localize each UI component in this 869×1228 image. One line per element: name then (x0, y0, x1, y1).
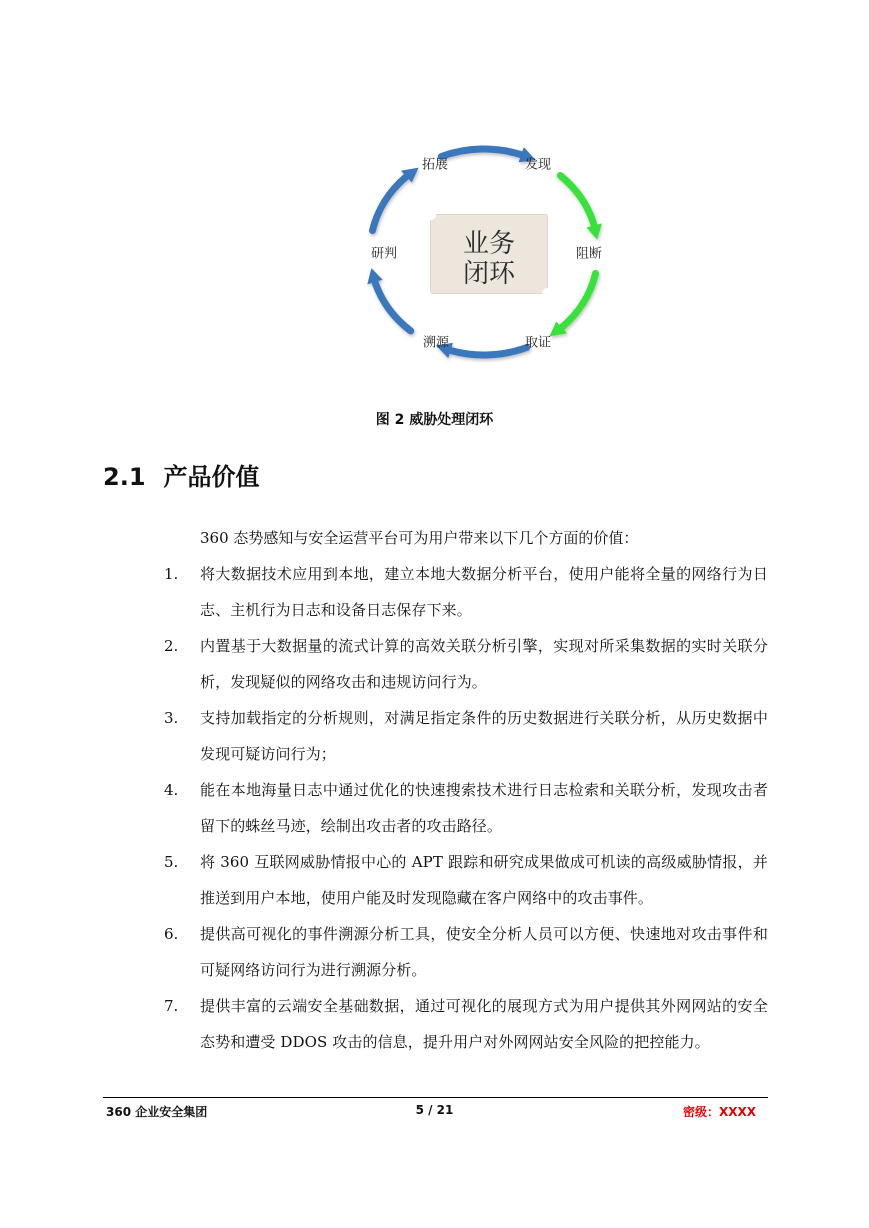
section-title: 产品价值 (163, 463, 260, 491)
figure-caption: 图 2 威胁处理闭环 (375, 412, 494, 428)
list-number: 5. (164, 853, 179, 871)
list-number: 3. (164, 709, 179, 727)
footer-page-number: 5 / 21 (415, 1103, 454, 1117)
list-item (0, 772, 869, 844)
arrow-discover-to-block (560, 175, 594, 225)
footer-company: 360 企业安全集团 (106, 1105, 208, 1119)
arrow-evidence-to-trace (451, 347, 527, 355)
arrow-block-to-evidence (562, 273, 596, 327)
node-label-discover: 发现 (524, 157, 552, 173)
footer-divider (103, 1097, 768, 1098)
arrow-trace-to-analyze (375, 282, 411, 331)
list-text: 能在本地海量日志中通过优化的快速搜索技术进行日志检索和关联分析，发现攻击者留下的蛛丝马迹，绘制出攻击者的攻击路径。 (200, 781, 768, 835)
list-number: 1. (164, 565, 179, 583)
list-item (0, 700, 869, 772)
list-text: 提供丰富的云端安全基础数据，通过可视化的展现方式为用户提供其外网网站的安全态势和遭受 DDOS 攻击的信息，提升用户对外网网站安全风险的把控能力。 (200, 997, 768, 1051)
center-text-line2: 闭环 (462, 259, 515, 289)
arrow-analyze-to-expand (372, 177, 406, 231)
arrow-expand-to-discover (441, 149, 521, 157)
node-label-expand: 拓展 (421, 157, 449, 173)
list-item (0, 988, 869, 1060)
value-list (0, 556, 869, 1060)
list-item (0, 844, 869, 916)
list-text: 支持加载指定的分析规则，对满足指定条件的历史数据进行关联分析，从历史数据中发现可疑访问行为； (200, 709, 768, 763)
node-label-analyze: 研判 (370, 246, 398, 262)
list-text: 提供高可视化的事件溯源分析工具，使安全分析人员可以方便、快速地对攻击事件和可疑网络访问行为进行溯源分析。 (200, 925, 768, 979)
list-number: 7. (164, 997, 179, 1015)
node-label-trace: 溯源 (422, 335, 450, 351)
list-number: 2. (164, 637, 179, 655)
intro-paragraph: 360 态势感知与安全运营平台可为用户带来以下几个方面的价值： (200, 529, 639, 547)
section-heading (103, 457, 260, 492)
list-number: 4. (164, 781, 179, 799)
section-number: 2.1 (103, 463, 146, 491)
list-text: 将大数据技术应用到本地，建立本地大数据分析平台，使用户能将全量的网络行为日志、主机行为日志和设备日志保存下来。 (200, 565, 768, 619)
center-text-line1: 业务 (462, 229, 515, 259)
list-text: 内置基于大数据量的流式计算的高效关联分析引擎，实现对所采集数据的实时关联分析，发现疑似的网络攻击和违规访问行为。 (200, 637, 768, 691)
list-item (0, 556, 869, 628)
list-item (0, 628, 869, 700)
footer-secret-level: 密级：XXXX (682, 1105, 756, 1119)
node-label-block: 阻断 (575, 246, 603, 262)
node-label-evidence: 取证 (524, 335, 552, 351)
center-box (431, 215, 547, 293)
list-number: 6. (164, 925, 179, 943)
list-text: 将 360 互联网威胁情报中心的 APT 跟踪和研究成果做成可机读的高级威胁情报，并推送到用户本地，使用户能及时发现隐藏在客户网络中的攻击事件。 (200, 853, 768, 907)
list-item (0, 916, 869, 988)
arrow-discover-to-block-head (586, 223, 601, 239)
arrow-trace-to-analyze-head (367, 268, 382, 284)
